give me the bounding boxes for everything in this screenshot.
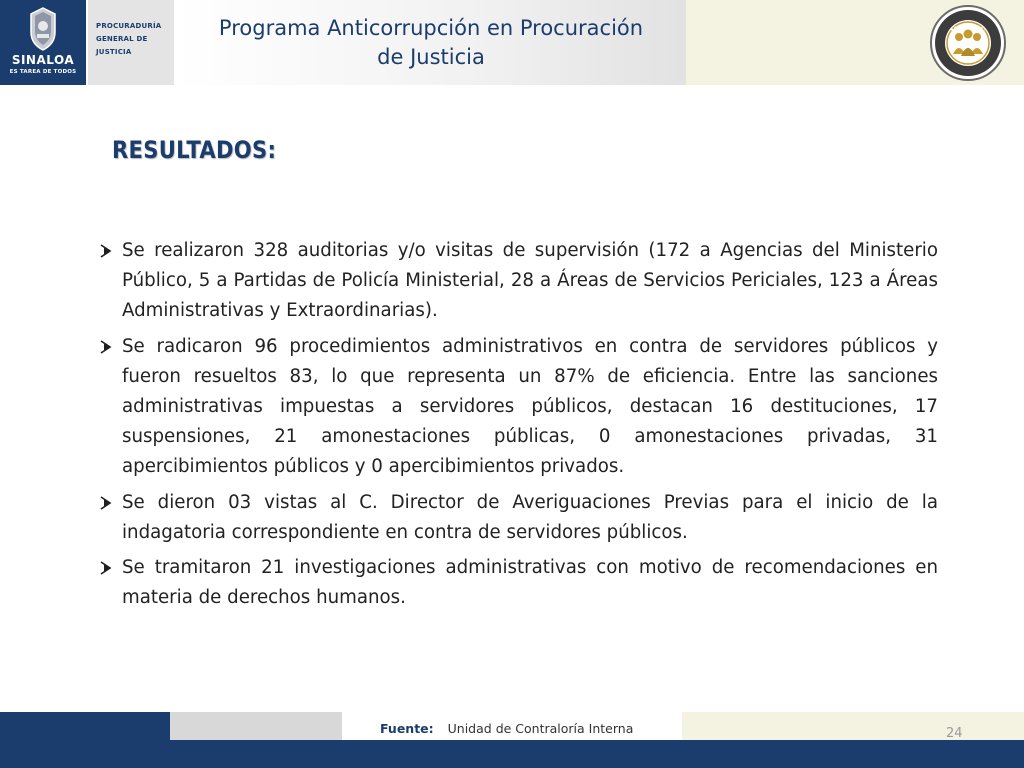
org-name-line-2: GENERAL DE (96, 35, 148, 43)
slide-title-line-1: Programa Anticorrupción en Procuración (218, 16, 644, 40)
arrow-bullet-icon (98, 236, 116, 266)
source-label: Fuente: (380, 721, 434, 736)
arrow-bullet-icon (98, 488, 116, 518)
list-item-text: Se radicaron 96 procedimientos administrativos en contra de servidores públicos y fueron resueltos 83, lo que representa un 87% de eficiencia. Entre las sanciones administrativas impuestas a servidores públicos, destacan 16 destituciones, 17 suspensiones, 21 amonestaciones públicas, 0 amonestaciones privadas, 31 apercibimientos públicos y 0 apercibimientos privados. (122, 335, 938, 478)
organization-name-block (88, 0, 174, 85)
sinaloa-logo (0, 0, 86, 85)
logo-state-name: SINALOA (11, 53, 75, 67)
slide-title (176, 14, 686, 72)
section-heading: RESULTADOS: (112, 136, 277, 164)
arrow-bullet-icon (98, 332, 116, 362)
list-item-text: Se realizaron 328 auditorias y/o visitas de supervisión (172 a Agencias del Ministerio Público, 5 a Partidas de Policía Ministerial, 28 a Áreas de Servicios Periciales, 123 a Áreas Administrativas y Extraordinarias). (122, 240, 938, 322)
footer-band-gray (170, 712, 342, 740)
list-item (98, 553, 938, 613)
footer-band-cream (682, 712, 1024, 740)
list-item-text: Se dieron 03 vistas al C. Director de Averiguaciones Previas para el inicio de la indagatoria correspondiente en contra de servidores públicos. (122, 491, 938, 543)
results-list (98, 236, 938, 618)
list-item (98, 332, 938, 483)
footer-band-bottom (170, 740, 1024, 768)
footer-source (380, 721, 633, 736)
state-coat-of-arms-icon (25, 6, 61, 52)
logo-motto: ES TAREA DE TODOS (9, 69, 77, 75)
arrow-bullet-icon (98, 553, 116, 583)
list-item (98, 236, 938, 327)
pgj-seal-icon (929, 4, 1007, 82)
source-value: Unidad de Contraloría Interna (447, 721, 634, 736)
list-item-text: Se tramitaron 21 investigaciones administrativas con motivo de recomendaciones en materia de derechos humanos. (122, 557, 938, 609)
page-number: 24 (946, 726, 963, 741)
list-item (98, 488, 938, 548)
footer-band-left (0, 712, 170, 768)
org-name-line-1: PROCURADURÍA (96, 22, 162, 30)
org-name-line-3: JUSTICIA (96, 48, 132, 56)
slide-title-line-2: de Justicia (377, 45, 485, 69)
